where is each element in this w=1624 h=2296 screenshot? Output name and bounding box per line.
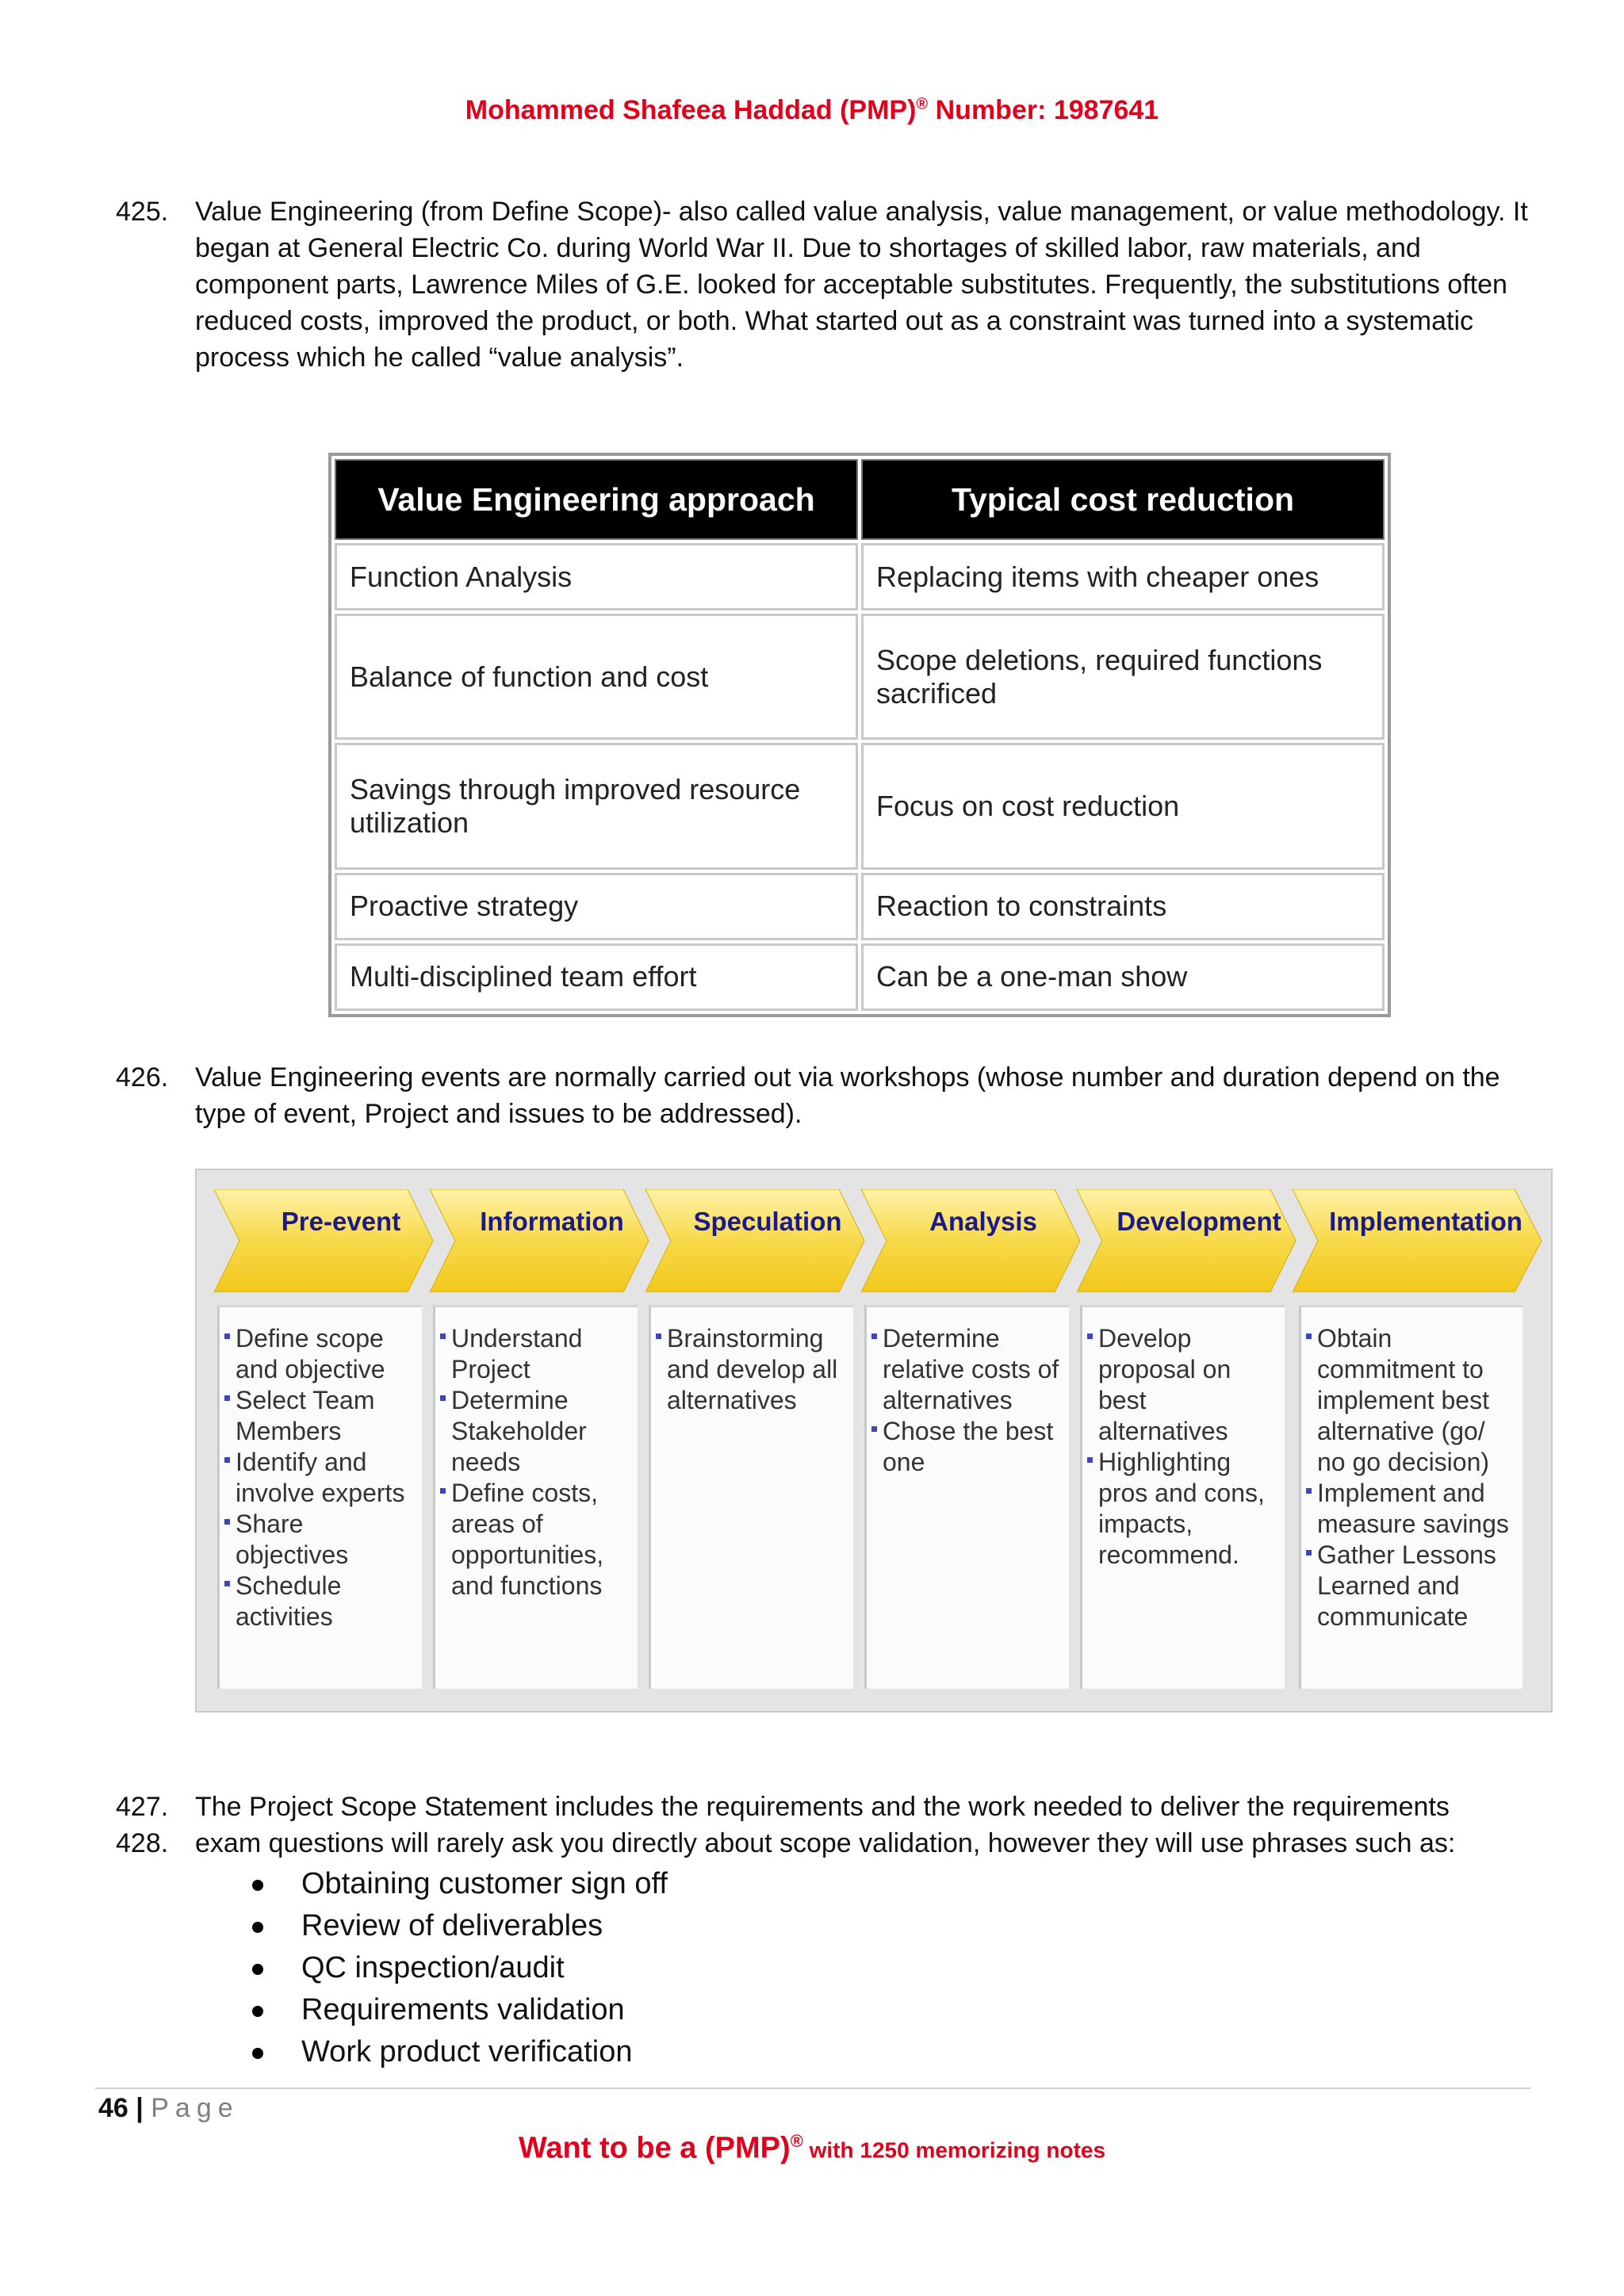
list-item: Implement and measure savings [1306,1478,1518,1540]
page-word: Page [151,2093,239,2123]
list-item-426 [116,1059,1535,1132]
value-engineering-process-diagram [195,1169,1553,1712]
item-text: Value Engineering (from Define Scope)- also called value analysis, value management, or value methodology. It began at General Electric Co. during World War II. Due to shortages of skilled labor, raw materials, and component parts, Lawrence Miles of G.E. looked for acceptable substitutes. Frequently, the substitutions often reduced costs, improved the product, or both. What started out as a constraint was turned into a systematic process which he called “value analysis”. [195,197,1528,373]
list-item: Work product verification [252,2031,668,2073]
table-row [335,614,1385,740]
list-item: Gather Lessons Learned and communicate [1306,1540,1518,1632]
list-item: Define scope and objective [224,1323,417,1385]
registered-mark: ® [916,95,929,113]
list-item: Select Team Members [224,1385,417,1447]
author-name: Mohammed Shafeea Haddad (PMP) [465,95,917,125]
footer-subtagline: with 1250 memorizing notes [802,2137,1106,2163]
phase-label-analysis: Analysis [929,1207,1037,1236]
list-item: Identify and involve experts [224,1447,417,1509]
list-item-427 [116,1789,1535,1825]
item-text: The Project Scope Statement includes the requirements and the work needed to deliver the requirements [195,1792,1450,1822]
phase-label-speculation: Speculation [693,1207,842,1236]
footer-divider [95,2087,1530,2089]
list-item-428 [116,1825,1535,1862]
value-engineering-table [328,453,1391,1017]
list-item-425 [116,193,1535,376]
table-row [335,543,1385,610]
list-item: Requirements validation [252,1989,668,2031]
table-header-cost-reduction: Typical cost reduction [861,459,1385,540]
list-item: Develop proposal on best alternatives [1087,1323,1280,1447]
table-row [335,873,1385,940]
table-header-approach: Value Engineering approach [335,459,858,540]
page-separator: | [128,2093,151,2123]
item-text: Value Engineering events are normally carried out via workshops (whose number and duration depend on the type of event, Project and issues to be addressed). [195,1062,1500,1129]
list-item: Obtain commitment to implement best alternative (go/ no go decision) [1306,1323,1518,1478]
list-item: Review of deliverables [252,1905,668,1947]
table-cell: Focus on cost reduction [861,743,1385,869]
list-item: Highlighting pros and cons, impacts, recommend. [1087,1447,1280,1571]
item-text: exam questions will rarely ask you directly about scope validation, however they will use phrases such as: [195,1828,1456,1858]
table-cell: Multi-disciplined team effort [335,943,858,1011]
list-item: Define costs, areas of opportunities, and functions [440,1478,633,1601]
page-header [0,95,1624,126]
phase-details-development [1080,1305,1285,1689]
list-item: Chose the best one [871,1416,1064,1478]
phase-details-speculation [649,1305,853,1689]
item-number: 427. [116,1792,169,1822]
phase-details-information [433,1305,638,1689]
table-cell: Can be a one-man show [861,943,1385,1011]
phase-details-pre-event [217,1305,422,1689]
scope-validation-phrases [252,1863,668,2073]
table-cell: Scope deletions, required functions sacrificed [861,614,1385,740]
list-item: Determine Stakeholder needs [440,1385,633,1478]
list-item: Brainstorming and develop all alternatives [656,1323,848,1416]
list-item: Determine relative costs of alternatives [871,1323,1064,1416]
phase-label-implementation: Implementation [1329,1207,1522,1236]
phase-details-implementation [1299,1305,1522,1689]
table-cell: Function Analysis [335,543,858,610]
pmp-number: Number: 1987641 [928,95,1159,125]
list-item: Understand Project [440,1323,633,1385]
page-number-value: 46 [98,2093,128,2123]
list-item: Share objectives [224,1509,417,1571]
table-cell: Savings through improved resource utilization [335,743,858,869]
table-row [335,943,1385,1011]
phase-label-information: Information [480,1207,624,1236]
table-cell: Balance of function and cost [335,614,858,740]
table-cell: Reaction to constraints [861,873,1385,940]
footer-tagline: Want to be a (PMP) [518,2131,791,2165]
phase-label-development: Development [1116,1207,1281,1236]
list-item: Schedule activities [224,1571,417,1632]
page-number [98,2093,239,2124]
table-cell: Proactive strategy [335,873,858,940]
item-number: 426. [116,1062,169,1093]
phase-details-analysis [864,1305,1069,1689]
footer-registered-mark: ® [790,2131,803,2151]
phase-label-pre-event: Pre-event [281,1207,401,1236]
table-cell: Replacing items with cheaper ones [861,543,1385,610]
table-row [335,743,1385,869]
page-footer [0,2131,1624,2166]
item-number: 428. [116,1828,169,1858]
list-item: Obtaining customer sign off [252,1863,668,1905]
list-item: QC inspection/audit [252,1947,668,1989]
item-number: 425. [116,197,169,227]
